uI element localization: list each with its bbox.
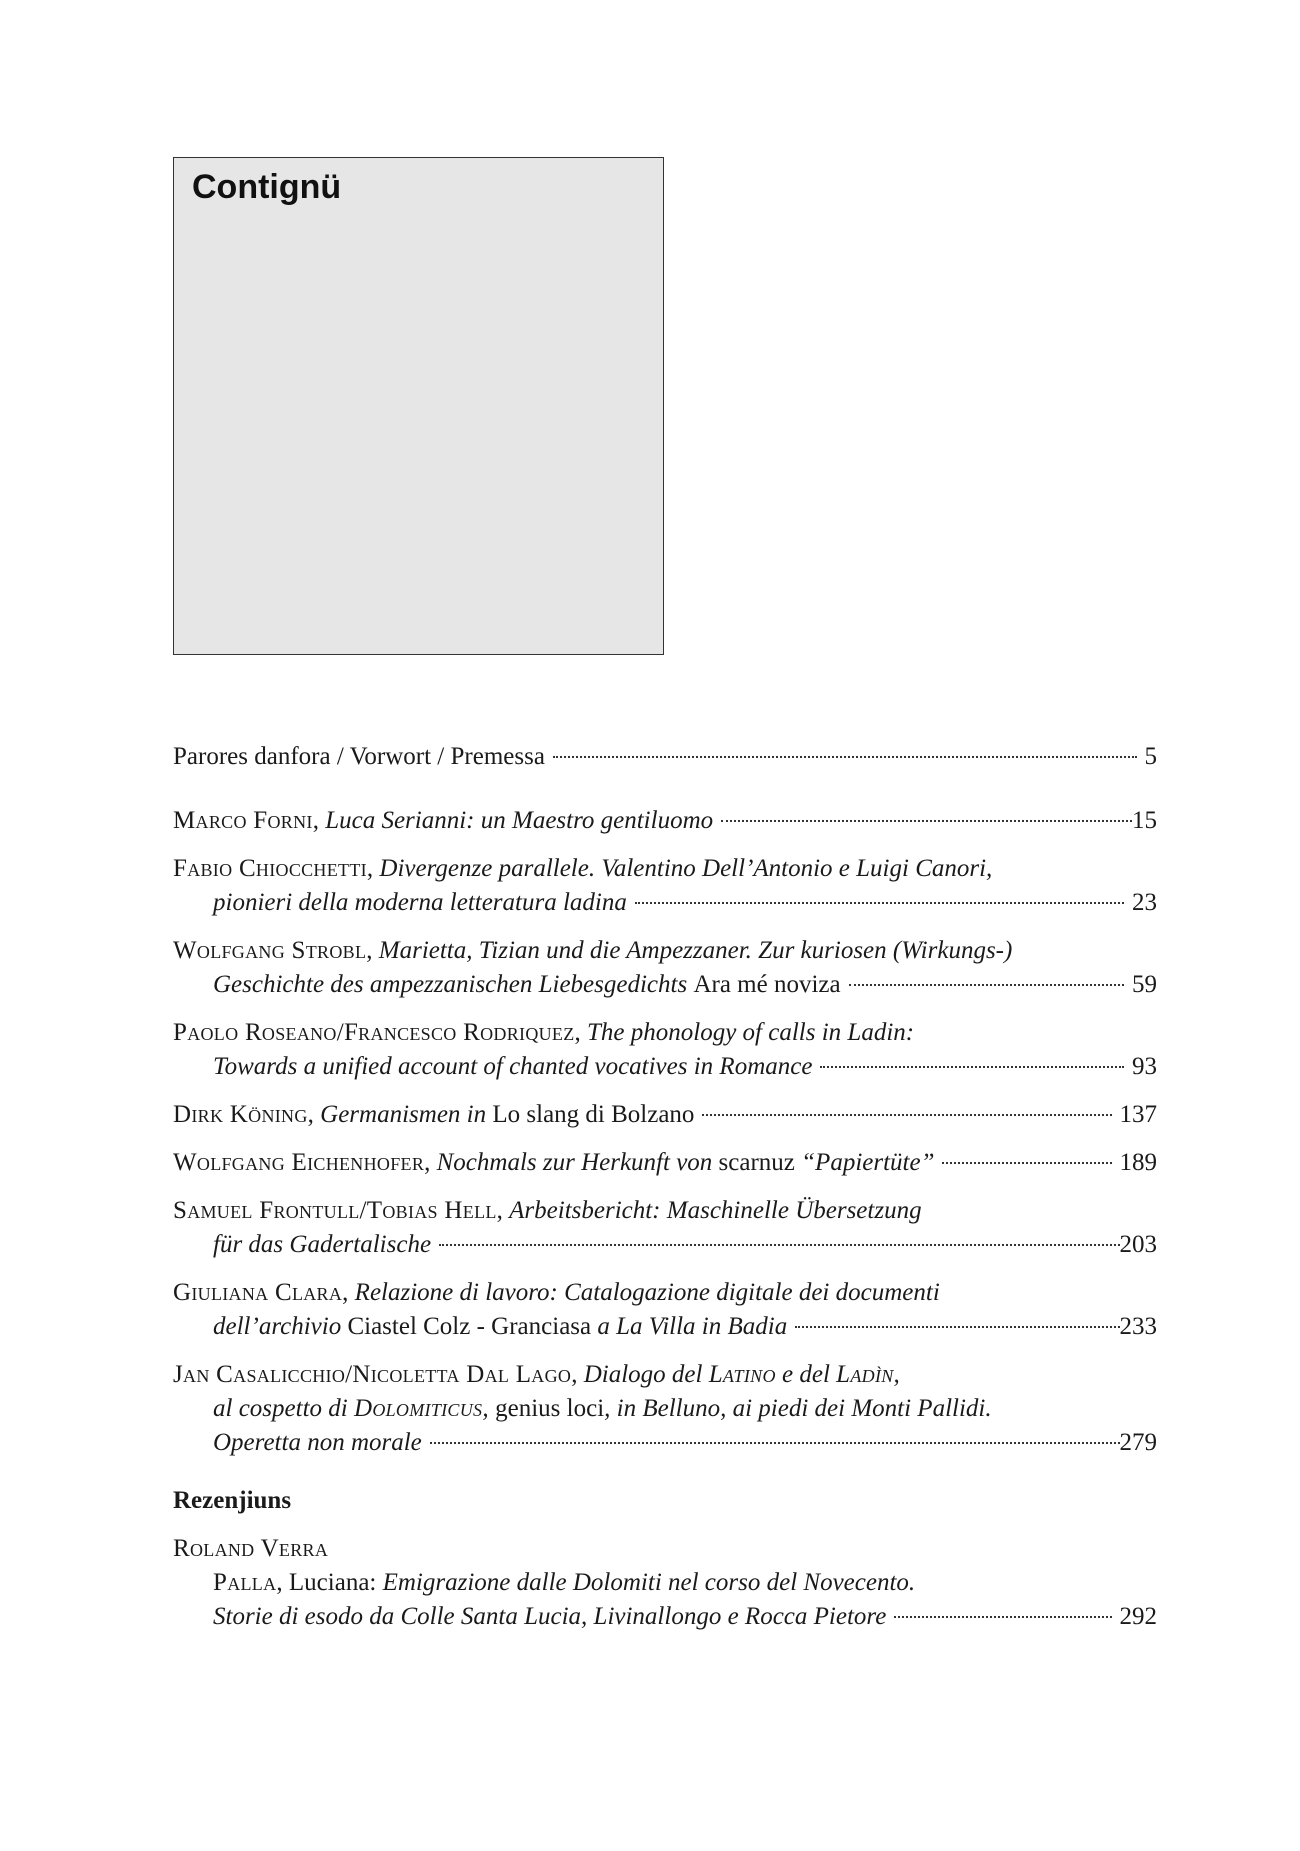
entry-title-sc2: Ladìn, [836, 1361, 901, 1388]
page-number: 292 [1119, 1603, 1157, 1630]
entry-title: The phonology of calls in Ladin: [587, 1019, 915, 1046]
page-number: 59 [1132, 971, 1157, 998]
page-number: 203 [1119, 1231, 1157, 1258]
entry-title-roman: genius loci [495, 1395, 605, 1422]
reviewed-author-rest: , Luciana: [276, 1569, 377, 1596]
toc-entry-2[interactable]: Fabio Chiocchetti , Divergenze parallele. Valentino Dell’Antonio e Luigi Canori, pionieri della moderna letteratura ladina 23 [173, 852, 1157, 920]
dot-leader [702, 1114, 1111, 1116]
table-of-contents [173, 740, 1157, 1648]
entry-title-cont: dell’archivio [213, 1313, 342, 1340]
entry-title-line2: al cospetto di [213, 1395, 348, 1422]
entry-title-roman: Ara mé noviza [693, 971, 841, 998]
entry-title: Germanismen in [320, 1101, 487, 1128]
entry-title: Marietta, Tizian und die Ampezzaner. Zur kuriosen (Wirkungs-) [378, 937, 1013, 964]
entry-title: Relazione di lavoro: Catalogazione digitale dei documenti [354, 1279, 940, 1306]
toc-entry-3[interactable]: Wolfgang Strobl , Marietta, Tizian und die Ampezzaner. Zur kuriosen (Wirkungs-) Geschichte des ampezzanischen Liebesgedichts Ara mé noviza 59 [173, 934, 1157, 1002]
entry-title-line2-rest: , in Belluno, ai piedi dei Monti Pallidi. [604, 1395, 992, 1422]
toc-entry-8[interactable]: Giuliana Clara , Relazione di lavoro: Catalogazione digitale dei documenti dell’archivio Ciastel Colz - Granciasa a La Villa in Badia 233 [173, 1276, 1157, 1344]
entry-title-roman: scarnuz [718, 1149, 795, 1176]
dot-leader [439, 1244, 1119, 1246]
entry-author: Samuel Frontull/Tobias Hell [173, 1197, 497, 1224]
entry-title-sc3: Dolomiticus, [353, 1395, 489, 1422]
page-title: Contignü [192, 168, 342, 206]
reviewer-name: Roland Verra [173, 1535, 329, 1562]
page-number: 23 [1132, 889, 1157, 916]
dot-leader [942, 1162, 1111, 1164]
dot-leader [430, 1442, 1120, 1444]
page-number: 233 [1119, 1313, 1157, 1340]
toc-entry-1[interactable]: Marco Forni , Luca Serianni: un Maestro gentiluomo 15 [173, 804, 1157, 838]
entry-author: Giuliana Clara [173, 1279, 343, 1306]
entry-title-cont2: a La Villa in Badia [597, 1313, 788, 1340]
page-number: 93 [1132, 1053, 1157, 1080]
entry-title-cont: Geschichte des ampezzanischen Liebesgedichts [213, 971, 688, 998]
entry-title-cont: für das Gadertalische [213, 1231, 432, 1258]
entry-title: Divergenze parallele. Valentino Dell’Antonio e Luigi Canori, [379, 855, 993, 882]
toc-entry-preface[interactable] [173, 740, 1157, 774]
dot-leader [894, 1616, 1111, 1618]
title-box [173, 157, 664, 655]
dot-leader [849, 984, 1124, 986]
page-number: 15 [1132, 807, 1157, 834]
toc-entry-review[interactable] [173, 1532, 1157, 1634]
section-heading-reviews: Rezenjiuns [173, 1487, 292, 1514]
entry-title-roman: Lo slang di Bolzano [492, 1101, 695, 1128]
entry-title: Arbeitsbericht: Maschinelle Übersetzung [509, 1197, 922, 1224]
entry-author: Wolfgang Strobl [173, 937, 367, 964]
reviewed-title-cont: Storie di esodo da Colle Santa Lucia, Livinallongo e Rocca Pietore [213, 1603, 887, 1630]
dot-leader [721, 820, 1132, 822]
reviewed-author-surname: Palla [213, 1569, 277, 1596]
entry-title-cont: pionieri della moderna letteratura ladina [213, 889, 627, 916]
toc-entry-9[interactable]: Jan Casalicchio/Nicoletta Dal Lago , Dialogo del Latino e del Ladìn, al cospetto di Dolomiticus, genius loci , in Belluno, ai piedi dei Monti Pallidi. Operetta non morale 279 [173, 1358, 1157, 1460]
entry-author: Marco Forni [173, 807, 313, 834]
dot-leader [795, 1326, 1119, 1328]
page-number: 5 [1144, 743, 1157, 770]
entry-title: Luca Serianni: un Maestro gentiluomo [325, 807, 714, 834]
page-number: 279 [1119, 1429, 1157, 1456]
toc-entry-5[interactable]: Dirk Köning , Germanismen in Lo slang di Bolzano 137 [173, 1098, 1157, 1132]
entry-title-sc: Latino [708, 1361, 776, 1388]
dot-leader [553, 756, 1137, 758]
dot-leader [635, 902, 1124, 904]
entry-title: Parores danfora / Vorwort / Premessa [173, 743, 545, 770]
entry-author: Jan Casalicchio/Nicoletta Dal Lago [173, 1361, 572, 1388]
reviewed-title: Emigrazione dalle Dolomiti nel corso del Novecento. [382, 1569, 916, 1596]
page-number: 137 [1119, 1101, 1157, 1128]
entry-title-cont: Towards a unified account of chanted vocatives in Romance [213, 1053, 813, 1080]
toc-entry-6[interactable]: Wolfgang Eichenhofer , Nochmals zur Herkunft von scarnuz “Papiertüte” 189 [173, 1146, 1157, 1180]
page-number: 189 [1119, 1149, 1157, 1176]
entry-author: Dirk Köning [173, 1101, 308, 1128]
dot-leader [820, 1066, 1124, 1068]
entry-title-line3: Operetta non morale [213, 1429, 422, 1456]
entry-title: Nochmals zur Herkunft von [436, 1149, 713, 1176]
entry-title-cont: e del [782, 1361, 830, 1388]
entry-title-gloss: “Papiertüte” [801, 1149, 935, 1176]
entry-author: Wolfgang Eichenhofer [173, 1149, 425, 1176]
entry-title: Dialogo del [583, 1361, 703, 1388]
entry-author: Fabio Chiocchetti [173, 855, 367, 882]
entry-author: Paolo Roseano/Francesco Rodriquez [173, 1019, 575, 1046]
entry-title-roman: Ciastel Colz - Granciasa [347, 1313, 592, 1340]
toc-entry-7[interactable]: Samuel Frontull/Tobias Hell , Arbeitsbericht: Maschinelle Übersetzung für das Gadertalische 203 [173, 1194, 1157, 1262]
toc-entry-4[interactable]: Paolo Roseano/Francesco Rodriquez , The phonology of calls in Ladin: Towards a unified account of chanted vocatives in Romance 93 [173, 1016, 1157, 1084]
